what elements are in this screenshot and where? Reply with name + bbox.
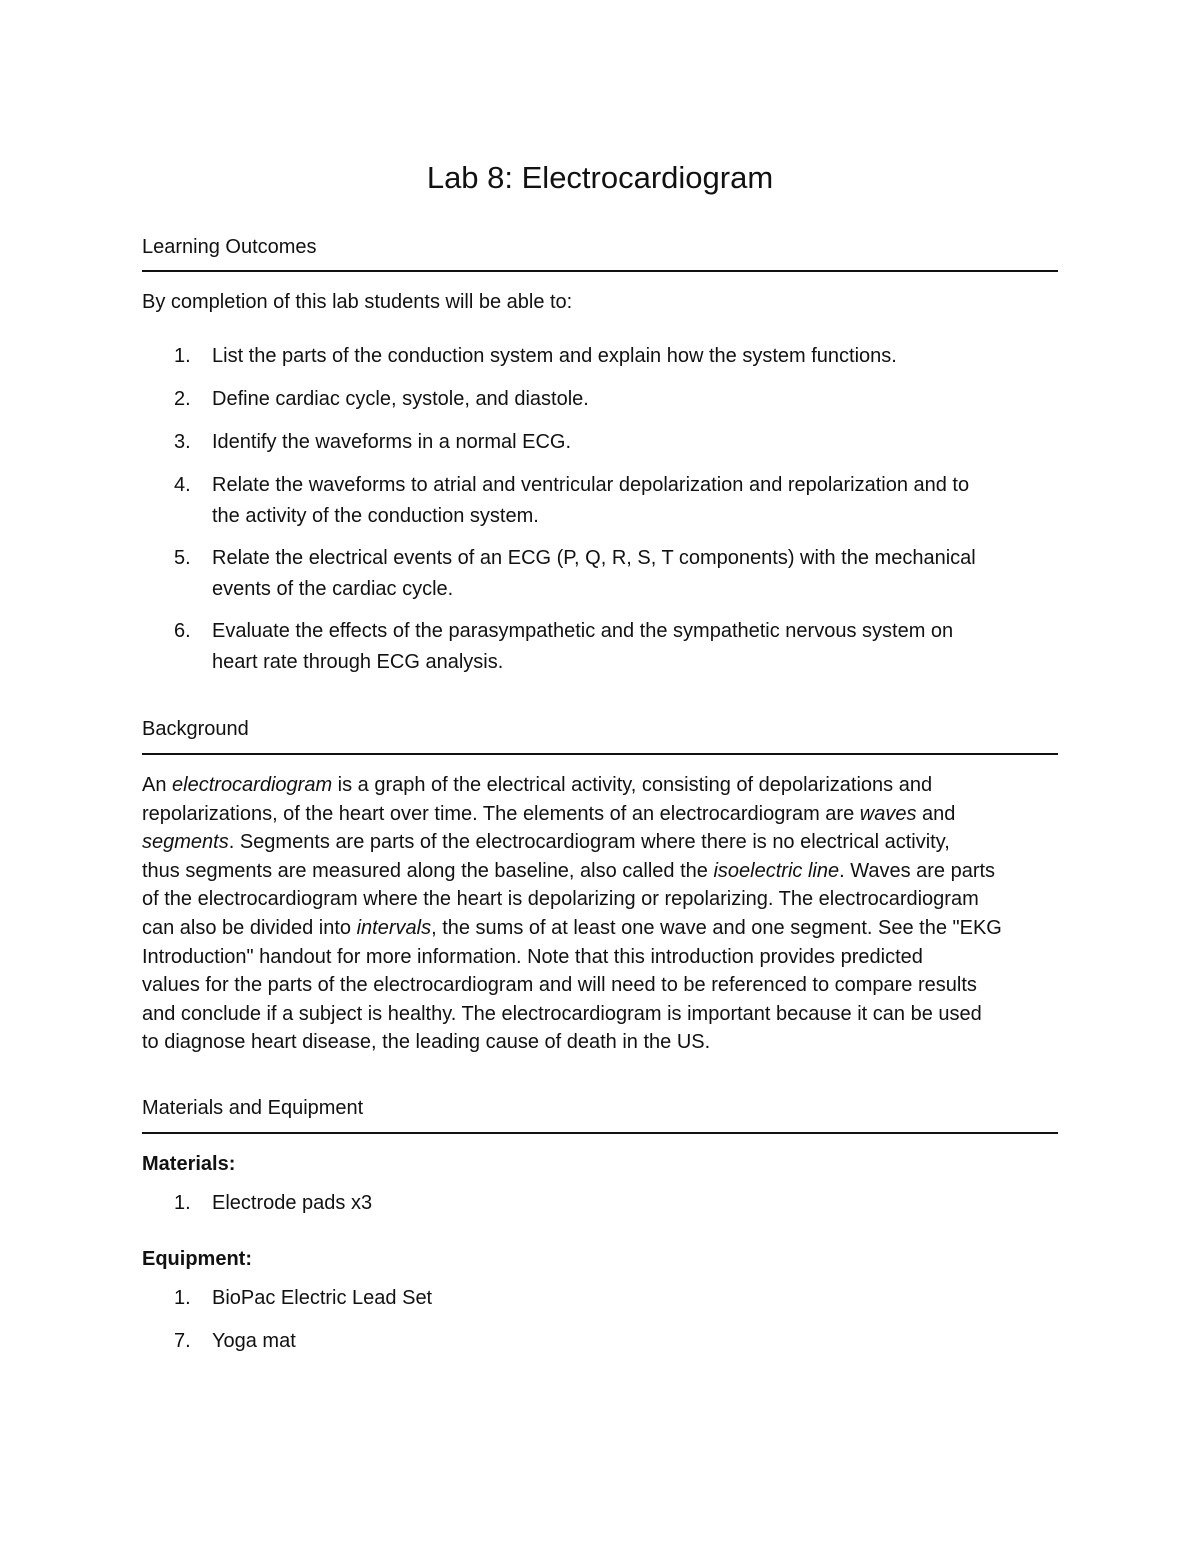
paragraph-line: repolarizations, of the heart over time. The elements of an electrocardiogram are waves and	[142, 802, 956, 825]
term-intervals: intervals	[356, 916, 432, 939]
page-title: Lab 8: Electrocardiogram	[426, 160, 774, 195]
term-isoelectric-line: isoelectric line	[713, 859, 840, 882]
background-rule	[142, 753, 1058, 755]
materials-number: 1.	[174, 1192, 191, 1214]
learning-outcomes-rule	[142, 270, 1058, 272]
paragraph-line: of the electrocardiogram where the heart is depolarizing or repolarizing. The electrocardiogram	[142, 888, 979, 911]
equipment-number: 1.	[174, 1287, 191, 1309]
outcome-text: Evaluate the effects of the parasympathetic and the sympathetic nervous system on	[212, 620, 954, 642]
outcome-number: 6.	[174, 620, 191, 642]
outcome-number: 3.	[174, 431, 191, 453]
term-electrocardiogram: electrocardiogram	[172, 774, 333, 796]
paragraph-line: An electrocardiogram is a graph of the electrical activity, consisting of depolarizations and	[142, 774, 933, 796]
equipment-text: Yoga mat	[212, 1330, 296, 1352]
paragraph-line: to diagnose heart disease, the leading cause of death in the US.	[142, 1031, 711, 1054]
materials-equipment-heading: Materials and Equipment	[142, 1097, 364, 1119]
outcome-text: List the parts of the conduction system and explain how the system functions.	[212, 345, 897, 367]
paragraph-line: values for the parts of the electrocardiogram and will need to be referenced to compare results	[142, 974, 977, 997]
paragraph-line: Introduction" handout for more information. Note that this introduction provides predicted	[142, 945, 923, 968]
equipment-number: 7.	[174, 1330, 191, 1352]
learning-outcomes-heading: Learning Outcomes	[142, 236, 317, 258]
outcome-text: Identify the waveforms in a normal ECG.	[212, 431, 572, 453]
outcome-number: 1.	[174, 345, 191, 367]
outcome-text: Relate the waveforms to atrial and ventricular depolarization and repolarization and to	[212, 474, 970, 496]
outcome-text: heart rate through ECG analysis.	[212, 651, 504, 673]
learning-outcomes-intro: By completion of this lab students will be able to:	[142, 291, 573, 313]
outcome-text: the activity of the conduction system.	[212, 505, 539, 527]
paragraph-line: and conclude if a subject is healthy. The electrocardiogram is important because it can be used	[142, 1002, 982, 1025]
term-waves: waves	[859, 802, 917, 825]
equipment-text: BioPac Electric Lead Set	[212, 1287, 433, 1309]
background-heading: Background	[142, 718, 249, 740]
outcome-text: events of the cardiac cycle.	[212, 578, 454, 600]
outcome-text: Relate the electrical events of an ECG (P, Q, R, S, T components) with the mechanical	[212, 547, 976, 569]
outcome-number: 4.	[174, 474, 191, 496]
paragraph-line: thus segments are measured along the baseline, also called the isoelectric line. Waves are parts	[142, 859, 996, 882]
materials-label: Materials:	[142, 1153, 236, 1175]
materials-text: Electrode pads x3	[212, 1192, 373, 1214]
paragraph-line: can also be divided into intervals, the sums of at least one wave and one segment. See the "EKG	[142, 916, 1002, 939]
outcome-number: 5.	[174, 547, 191, 569]
outcome-number: 2.	[174, 388, 191, 410]
background-paragraph	[142, 771, 1062, 1057]
outcome-text: Define cardiac cycle, systole, and diastole.	[212, 388, 589, 410]
equipment-label: Equipment:	[142, 1248, 252, 1270]
term-segments: segments	[142, 831, 229, 854]
paragraph-line: segments. Segments are parts of the electrocardiogram where there is no electrical activity,	[142, 831, 950, 854]
materials-equipment-rule	[142, 1132, 1058, 1134]
